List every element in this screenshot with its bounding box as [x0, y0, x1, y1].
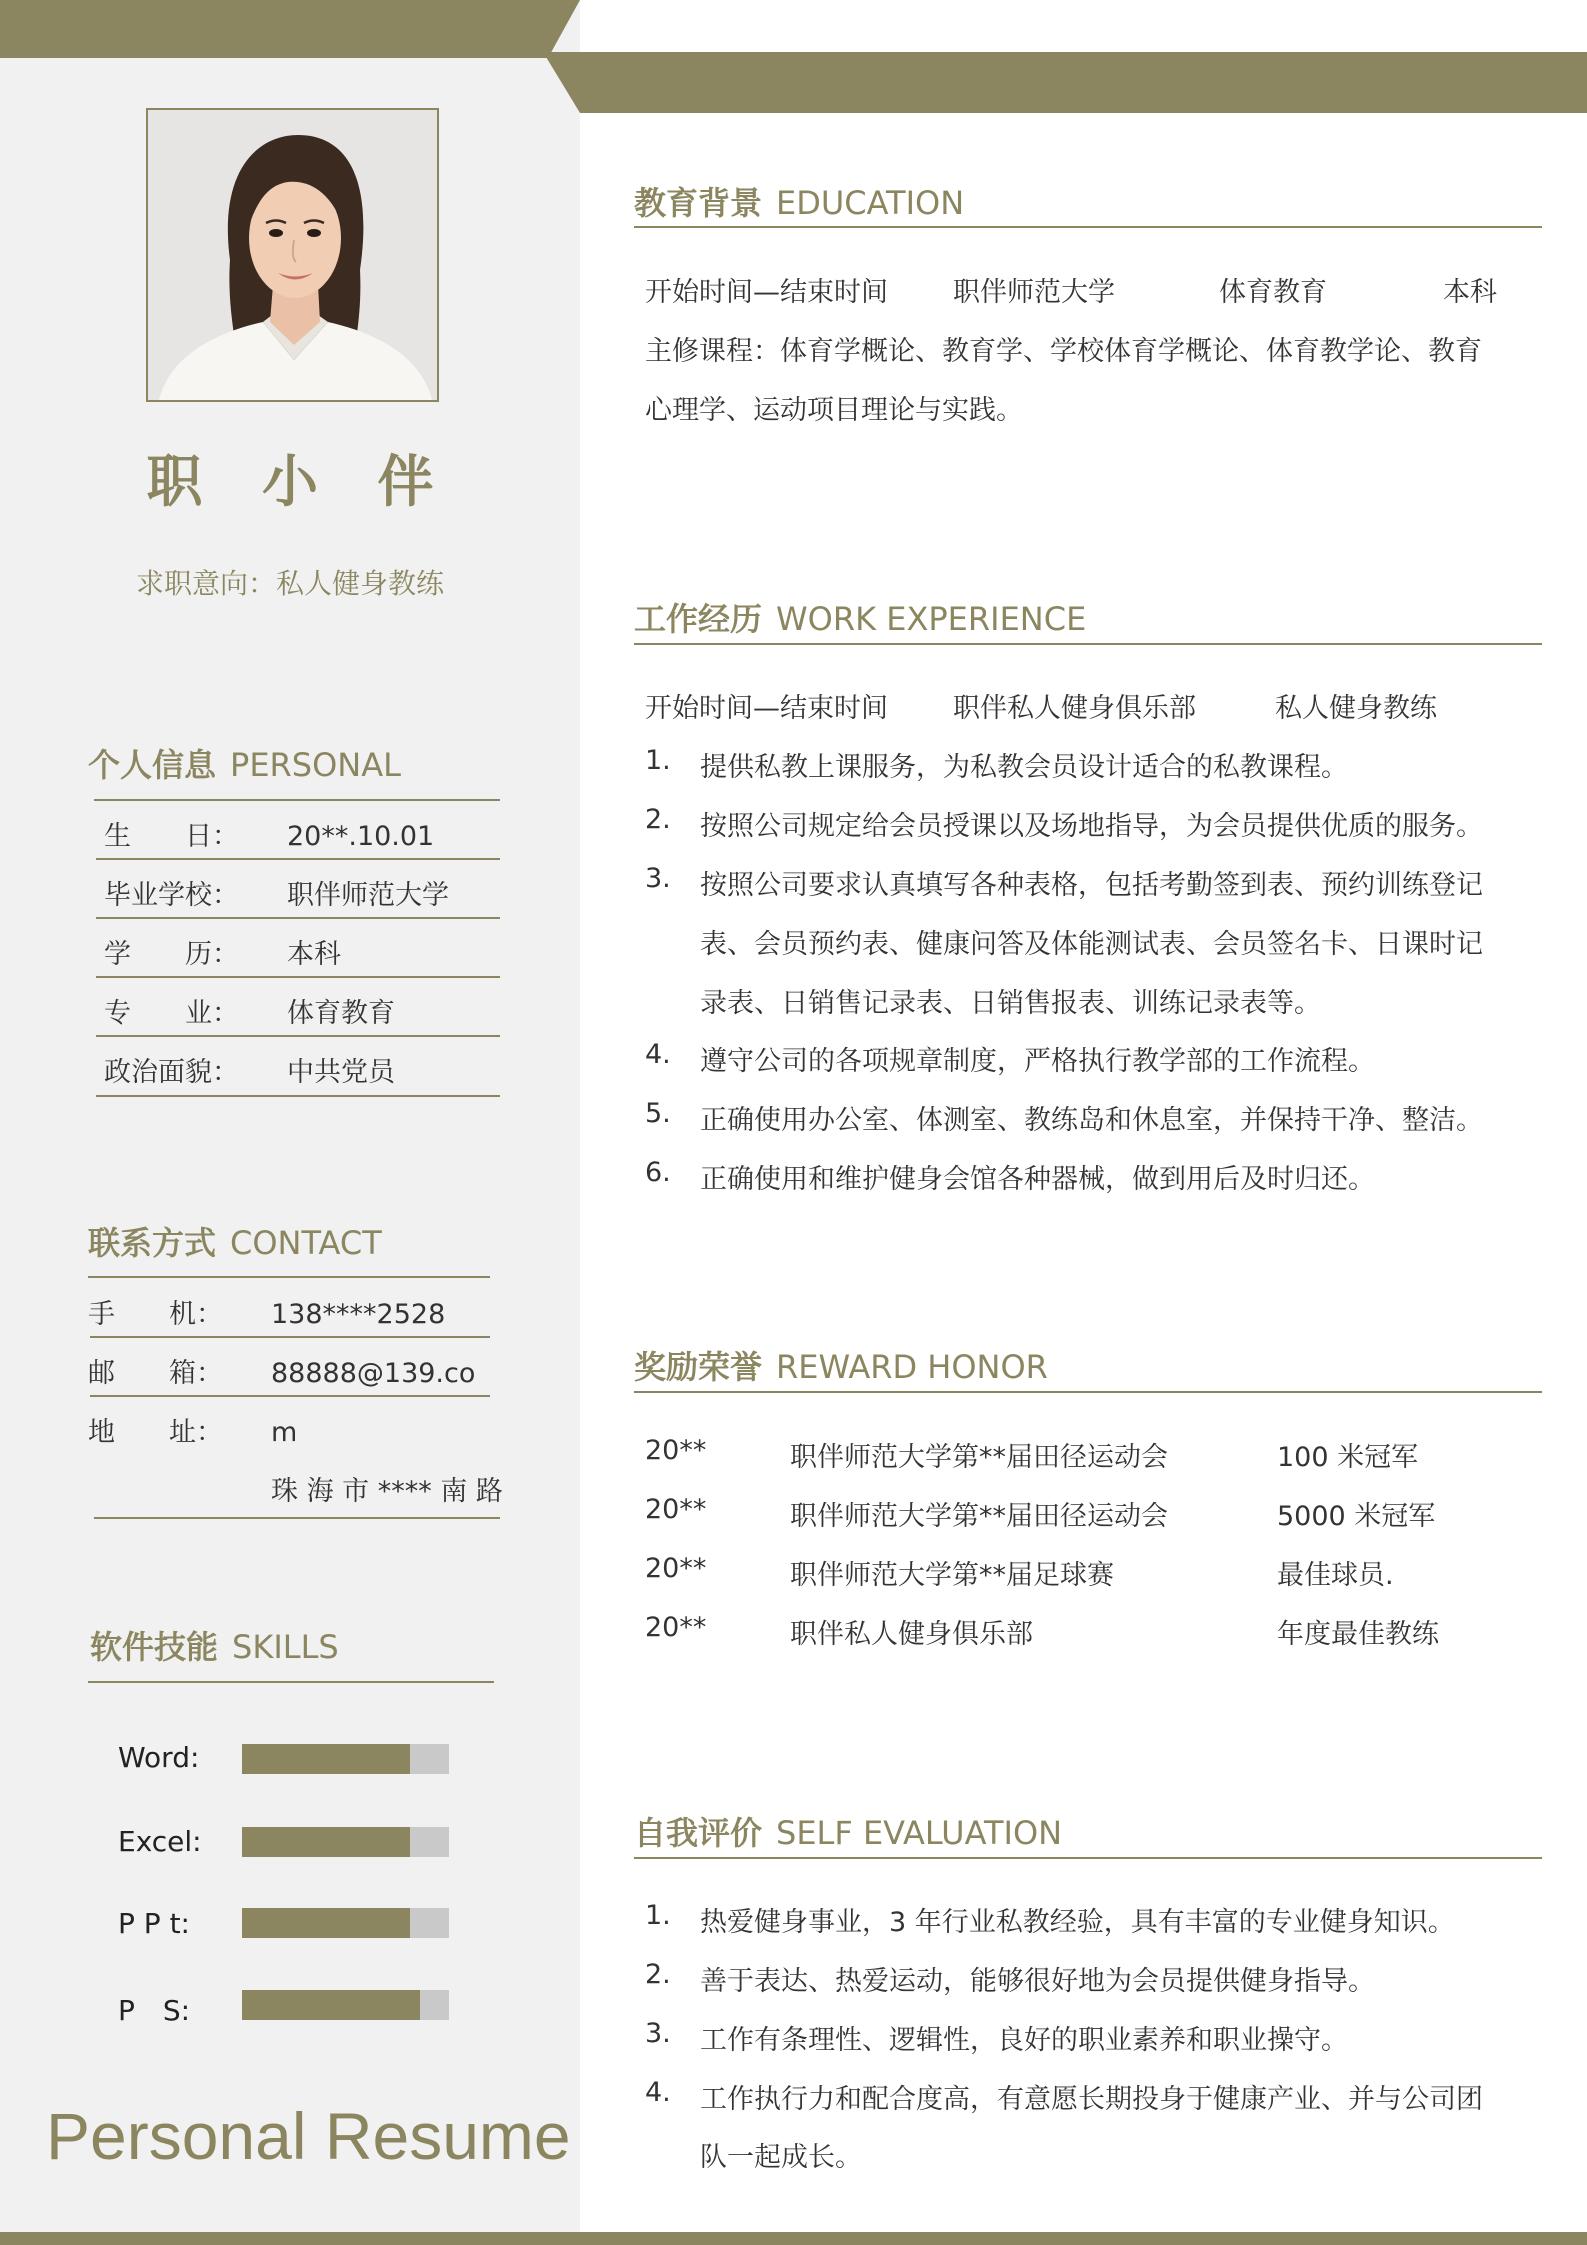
contact-key: 手 机： [88, 1299, 223, 1330]
work-period: 开始时间—结束时间 [645, 693, 888, 724]
work-title-cn: 工作经历 [634, 600, 763, 638]
contact-value: 88888@139.co [271, 1358, 476, 1389]
skills-title-cn: 软件技能 [90, 1628, 219, 1666]
honor-title-rule [634, 1391, 1542, 1393]
job-intent-value: 私人健身教练 [276, 567, 445, 600]
personal-key: 政治面貌： [104, 1057, 239, 1088]
personal-title-en: PERSONAL [230, 746, 401, 784]
personal-title-rule [94, 799, 500, 801]
personal-row [104, 814, 434, 853]
work-item: 正确使用办公室、体测室、教练岛和休息室，并保持干净、整洁。 [700, 1105, 1483, 1136]
skill-label: Excel: [118, 1825, 202, 1858]
work-item-number: 3. [645, 863, 671, 894]
work-item-number: 6. [645, 1157, 671, 1188]
honor-title-cn: 奖励荣誉 [634, 1348, 763, 1386]
education-title-rule [634, 226, 1542, 228]
self-title-en: SELF EVALUATION [776, 1814, 1063, 1852]
portrait-photo [146, 108, 439, 402]
honor-award: 年度最佳教练 [1277, 1619, 1439, 1650]
honor-year: 20** [645, 1612, 707, 1643]
row-divider [96, 917, 500, 919]
skill-bar-word [242, 1744, 449, 1774]
honor-section-title [634, 1342, 1048, 1388]
skill-bar-fill [242, 1990, 420, 2020]
honor-award: 100 米冠军 [1277, 1442, 1419, 1473]
personal-title-cn: 个人信息 [88, 746, 217, 784]
skill-bar-excel [242, 1827, 449, 1857]
work-position: 私人健身教练 [1275, 693, 1437, 724]
skill-bar-fill [242, 1908, 410, 1938]
personal-value: 职伴师范大学 [287, 880, 449, 911]
self-item: 工作执行力和配合度高，有意愿长期投身于健康产业、并与公司团 [700, 2084, 1483, 2115]
candidate-name: 职 小 伴 [146, 450, 454, 515]
contact-value: 138****2528 [271, 1299, 446, 1330]
skill-label: P S: [118, 1994, 191, 2027]
work-item: 提供私教上课服务，为私教会员设计适合的私教课程。 [700, 752, 1348, 783]
contact-value: m [271, 1417, 298, 1448]
personal-key: 专 业： [104, 998, 239, 1029]
work-item: 按照公司规定给会员授课以及场地指导，为会员提供优质的服务。 [700, 811, 1483, 842]
contact-title-rule [88, 1276, 490, 1278]
work-item-number: 4. [645, 1039, 671, 1070]
education-degree: 本科 [1443, 277, 1497, 308]
footer-bar [0, 2232, 1587, 2245]
skills-title-en: SKILLS [232, 1628, 339, 1666]
work-title-rule [634, 643, 1542, 645]
work-item: 遵守公司的各项规章制度，严格执行教学部的工作流程。 [700, 1046, 1375, 1077]
personal-key: 毕业学校： [104, 880, 239, 911]
work-item-number: 5. [645, 1098, 671, 1129]
honor-event: 职伴师范大学第**届足球赛 [790, 1560, 1114, 1591]
contact-key: 地 址： [88, 1417, 223, 1448]
education-school: 职伴师范大学 [953, 277, 1115, 308]
personal-row [104, 991, 395, 1030]
self-item: 队一起成长。 [700, 2142, 862, 2173]
education-section-title [634, 178, 964, 224]
personal-value: 中共党员 [287, 1057, 395, 1088]
personal-value: 20**.10.01 [287, 821, 435, 852]
skills-title-rule [88, 1681, 494, 1683]
self-item-number: 4. [645, 2077, 671, 2108]
contact-key: 邮 箱： [88, 1358, 223, 1389]
job-intent-label: 求职意向： [135, 567, 276, 600]
work-title-en: WORK EXPERIENCE [776, 600, 1087, 638]
contact-title-cn: 联系方式 [88, 1224, 217, 1262]
education-title-cn: 教育背景 [634, 184, 763, 222]
row-divider [96, 858, 500, 860]
skill-label: Word: [118, 1741, 200, 1774]
row-divider [96, 1035, 500, 1037]
honor-award: 5000 米冠军 [1277, 1501, 1436, 1532]
honor-event: 职伴师范大学第**届田径运动会 [790, 1442, 1168, 1473]
self-item: 工作有条理性、逻辑性，良好的职业素养和职业操守。 [700, 2025, 1348, 2056]
honor-year: 20** [645, 1435, 707, 1466]
honor-year: 20** [645, 1494, 707, 1525]
personal-section-title [88, 740, 401, 786]
honor-event: 职伴私人健身俱乐部 [790, 1619, 1033, 1650]
work-section-title [634, 594, 1086, 640]
self-item-number: 3. [645, 2018, 671, 2049]
education-courses: 主修课程：体育学概论、教育学、学校体育学概论、体育教学论、教育 [645, 336, 1482, 367]
self-item: 热爱健身事业，3 年行业私教经验，具有丰富的专业健身知识。 [700, 1907, 1455, 1938]
skill-bar-fill [242, 1827, 410, 1857]
self-item-number: 1. [645, 1900, 671, 1931]
personal-value: 体育教育 [287, 998, 395, 1029]
skill-bar-ppt [242, 1908, 449, 1938]
self-title-cn: 自我评价 [634, 1814, 763, 1852]
personal-row [104, 1050, 395, 1089]
personal-row [104, 932, 341, 971]
contact-address-extra: 珠 海 市 **** 南 路 [271, 1476, 503, 1507]
contact-row [88, 1351, 475, 1390]
job-intent [0, 562, 580, 602]
education-major: 体育教育 [1219, 277, 1327, 308]
work-company: 职伴私人健身俱乐部 [953, 693, 1196, 724]
honor-year: 20** [645, 1553, 707, 1584]
row-divider [96, 976, 500, 978]
header-banner [0, 0, 1587, 115]
education-period: 开始时间—结束时间 [645, 277, 888, 308]
contact-row [88, 1410, 297, 1449]
self-title-rule [634, 1857, 1542, 1859]
personal-row [104, 873, 449, 912]
work-item: 正确使用和维护健身会馆各种器械，做到用后及时归还。 [700, 1164, 1375, 1195]
education-title-en: EDUCATION [776, 184, 965, 222]
row-divider [90, 1336, 490, 1338]
row-divider [94, 1517, 500, 1519]
honor-award: 最佳球员. [1277, 1560, 1394, 1591]
honor-event: 职伴师范大学第**届田径运动会 [790, 1501, 1168, 1532]
work-item-number: 2. [645, 804, 671, 835]
contact-section-title [88, 1218, 382, 1264]
row-divider [96, 1095, 500, 1097]
row-divider [90, 1395, 490, 1397]
brand-title: Personal Resume [46, 2099, 571, 2173]
work-item: 按照公司要求认真填写各种表格，包括考勤签到表、预约训练登记 [700, 870, 1483, 901]
work-item-number: 1. [645, 745, 671, 776]
honor-title-en: REWARD HONOR [776, 1348, 1048, 1386]
skill-label: P P t: [118, 1907, 190, 1940]
work-item: 录表、日销售记录表、日销售报表、训练记录表等。 [700, 988, 1321, 1019]
education-courses: 心理学、运动项目理论与实践。 [645, 395, 1023, 426]
personal-key: 学 历： [104, 939, 239, 970]
skill-bar-ps [242, 1990, 449, 2020]
personal-key: 生 日： [104, 821, 239, 852]
contact-row [88, 1292, 445, 1331]
work-item: 表、会员预约表、健康问答及体能测试表、会员签名卡、日课时记 [700, 929, 1483, 960]
contact-title-en: CONTACT [230, 1224, 382, 1262]
self-item: 善于表达、热爱运动，能够很好地为会员提供健身指导。 [700, 1966, 1375, 1997]
personal-value: 本科 [287, 939, 341, 970]
self-item-number: 2. [645, 1959, 671, 1990]
skills-section-title [90, 1622, 339, 1668]
self-section-title [634, 1808, 1062, 1854]
skill-bar-fill [242, 1744, 410, 1774]
